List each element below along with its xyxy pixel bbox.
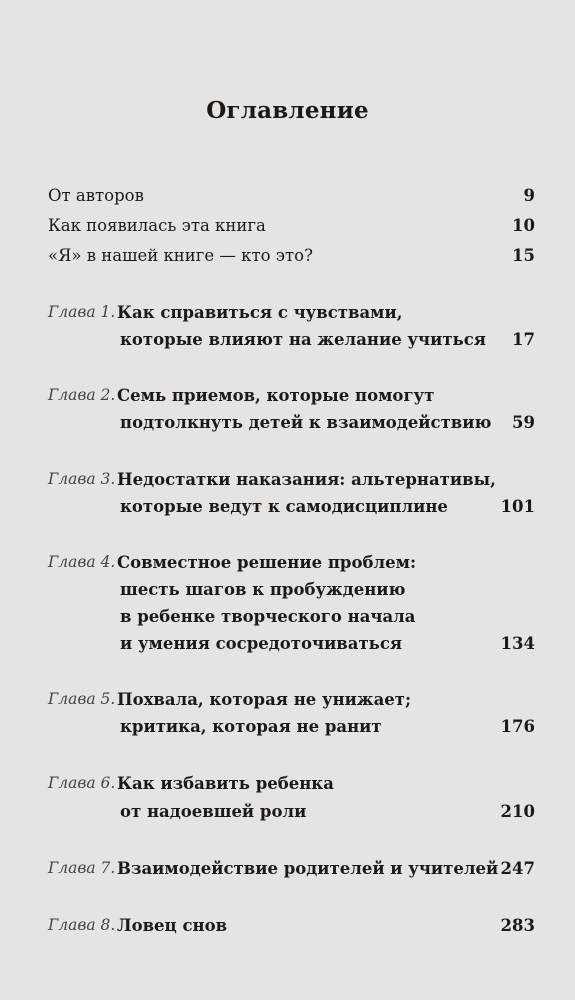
toc-entry-page: 15 [512, 246, 535, 265]
toc-chapter-3 [0, 470, 575, 500]
toc-entry-page: 10 [512, 216, 535, 235]
chapter-label: Глава 1. [48, 303, 116, 321]
chapter-title-line: критика, которая не ранит [120, 717, 382, 736]
toc-entry-text: Как появилась эта книга [48, 216, 266, 235]
toc-chapter-1 [0, 303, 575, 333]
chapter-label: Глава 4. [48, 553, 116, 571]
toc-entry-page: 283 [500, 916, 535, 935]
chapter-label: Глава 6. [48, 774, 116, 792]
chapter-title-line: Недостатки наказания: альтернативы, [117, 470, 496, 489]
toc-chapter-4-cont-2 [0, 607, 575, 637]
chapter-label: Глава 7. [48, 859, 116, 877]
chapter-label: Глава 2. [48, 386, 116, 404]
toc-chapter-1-cont [0, 330, 575, 360]
chapter-title-line: подтолкнуть детей к взаимодействию [120, 413, 492, 432]
toc-entry-from-authors [0, 186, 575, 216]
chapter-title-line: Похвала, которая не унижает; [117, 690, 412, 709]
toc-entry-book-origin [0, 216, 575, 246]
chapter-label: Глава 5. [48, 690, 116, 708]
toc-entry-page: 9 [523, 186, 535, 205]
chapter-title-line: которые влияют на желание учиться [120, 330, 486, 349]
toc-entry-page: 59 [512, 413, 535, 432]
chapter-title-line: Семь приемов, которые помогут [117, 386, 435, 405]
toc-chapter-7 [0, 859, 575, 889]
chapter-title-line: Как избавить ребенка [117, 774, 334, 793]
toc-chapter-6-cont [0, 802, 575, 832]
toc-entry-page: 247 [500, 859, 535, 878]
chapter-title-line: Совместное решение проблем: [117, 553, 417, 572]
chapter-title-line: которые ведут к самодисциплине [120, 497, 448, 516]
toc-chapter-2 [0, 386, 575, 416]
toc-chapter-2-cont [0, 413, 575, 443]
chapter-label: Глава 8. [48, 916, 116, 934]
chapter-title-line: от надоевшей роли [120, 802, 307, 821]
toc-entry-page: 176 [500, 717, 535, 736]
toc-entry-page: 17 [512, 330, 535, 349]
toc-entry-page: 101 [500, 497, 535, 516]
toc-entry-text: От авторов [48, 186, 144, 205]
toc-chapter-3-cont [0, 497, 575, 527]
toc-chapter-8 [0, 916, 575, 946]
chapter-label: Глава 3. [48, 470, 116, 488]
toc-entry-text: «Я» в нашей книге — кто это? [48, 246, 313, 265]
toc-entry-page: 134 [500, 634, 535, 653]
chapter-title-line: в ребенке творческого начала [120, 607, 416, 626]
toc-chapter-4-cont-1 [0, 580, 575, 610]
toc-chapter-5 [0, 690, 575, 720]
page-title: Оглавление [206, 97, 369, 124]
toc-chapter-6 [0, 774, 575, 804]
chapter-title-line: шесть шагов к пробуждению [120, 580, 406, 599]
toc-entry-page: 210 [500, 802, 535, 821]
toc-entry-who-is-i [0, 246, 575, 276]
toc-chapter-4-cont-3 [0, 634, 575, 664]
toc-chapter-4 [0, 553, 575, 583]
chapter-title-line: Ловец снов [117, 916, 228, 935]
chapter-title-line: Как справиться с чувствами, [117, 303, 403, 322]
chapter-title-line: и умения сосредоточиваться [120, 634, 403, 653]
toc-chapter-5-cont [0, 717, 575, 747]
chapter-title-line: Взаимодействие родителей и учителей [117, 859, 499, 878]
